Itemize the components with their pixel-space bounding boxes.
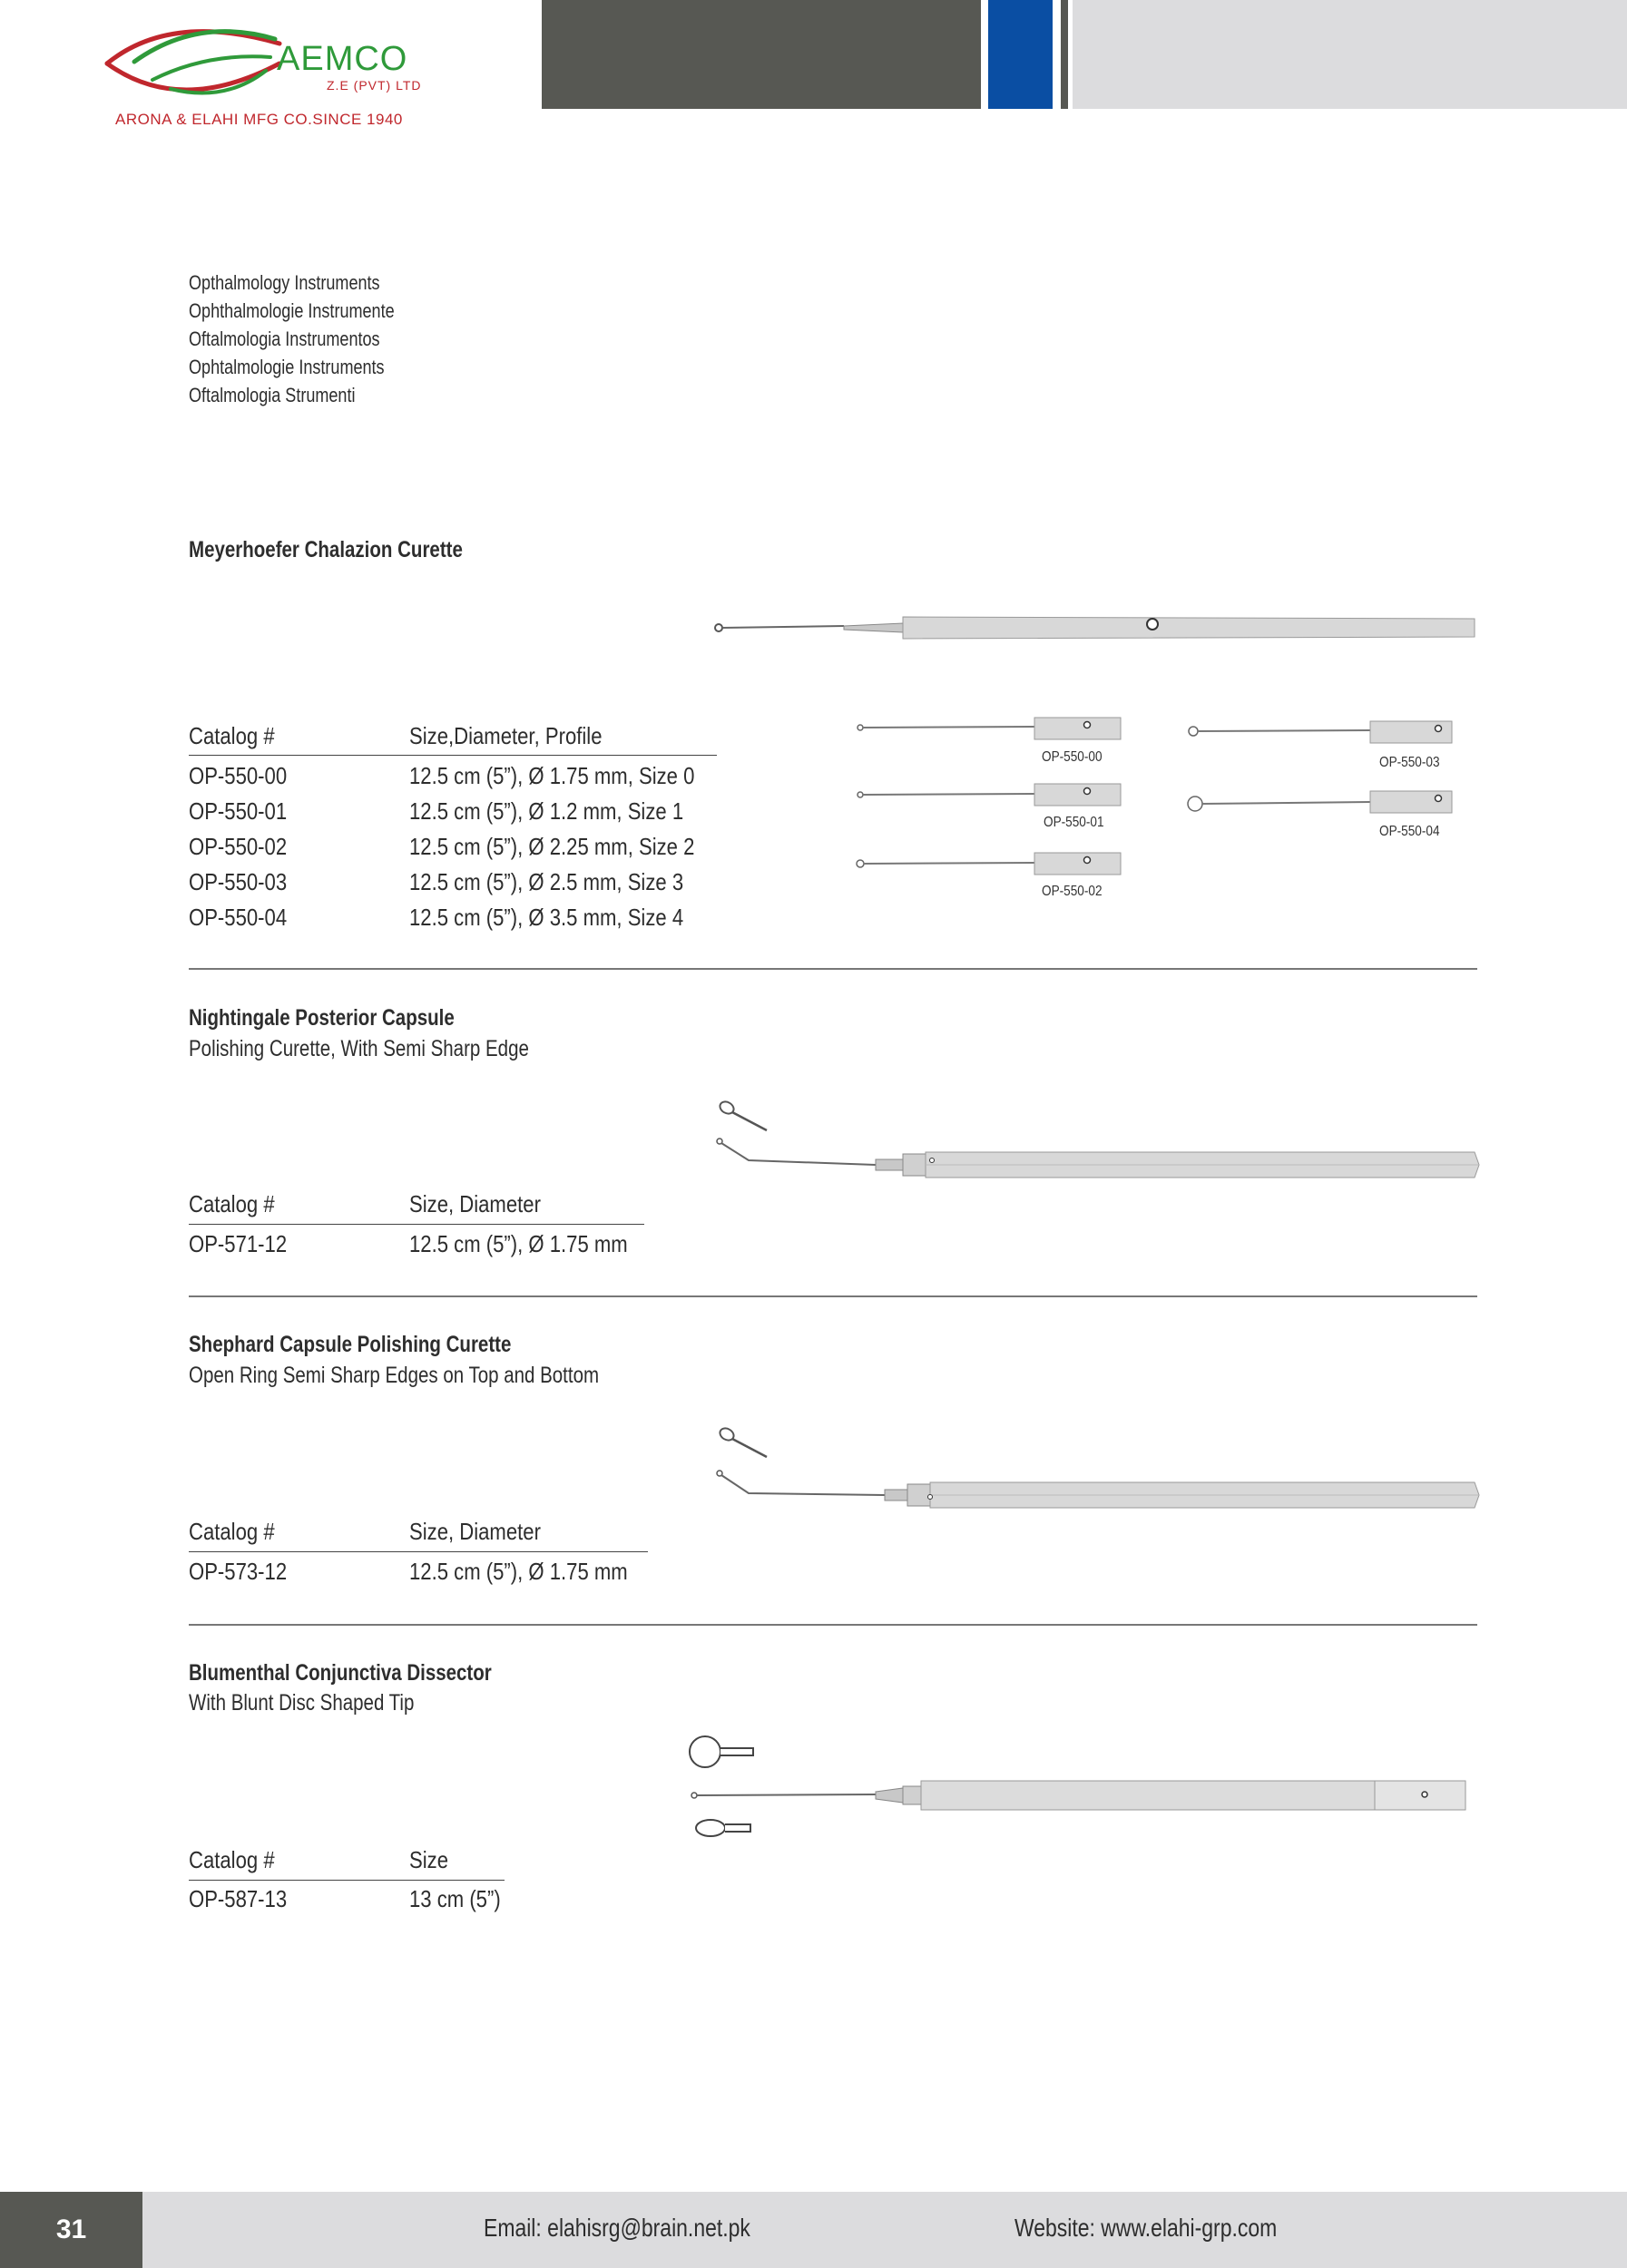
catalog-number: OP-571-12 [189,1230,288,1257]
category-line: Ophthalmologie Instrumente [189,299,395,322]
thumb-label: OP-550-00 [1042,749,1103,765]
catalog-number: OP-587-13 [189,1885,288,1912]
section-title: Nightingale Posterior Capsule [189,1005,455,1031]
category-line: Oftalmologia Strumenti [189,384,356,406]
table-header-rule [189,1224,644,1225]
table-header-size: Size [409,1846,448,1873]
curette-tip-thumb-image [1184,786,1456,822]
header-bar-thin [1061,0,1068,109]
header-bar-light [1073,0,1627,109]
section-divider [189,968,1477,970]
category-list [189,269,395,409]
table-header-size: Size, Diameter [409,1518,541,1545]
footer-email: Email: elahisrg@brain.net.pk [484,2214,750,2242]
curette-tip-thumb-image [853,847,1125,884]
size-spec: 12.5 cm (5”), Ø 1.75 mm [409,1230,628,1257]
size-spec: 12.5 cm (5”), Ø 1.75 mm [409,1558,628,1585]
table-header-catalog: Catalog # [189,1190,275,1217]
header-bar-dark [542,0,981,109]
table-header-catalog: Catalog # [189,1846,275,1873]
blumenthal-dissector-image [685,1728,1484,1846]
size-spec: 12.5 cm (5”), Ø 3.5 mm, Size 4 [409,904,684,931]
table-header-rule [189,1551,648,1552]
catalog-number: OP-550-00 [189,762,288,789]
curette-tip-thumb-image [1184,716,1456,752]
curette-tip-thumb-image [853,778,1125,815]
brand-sub: Z.E (PVT) LTD [327,78,422,93]
category-line: Oftalmologia Instrumentos [189,327,380,350]
footer-bar [0,2192,1627,2268]
nightingale-curette-image [712,1094,1484,1194]
category-line: Ophtalmologie Instruments [189,356,385,378]
footer-website: Website: www.elahi-grp.com [1014,2214,1278,2242]
brand-tagline: ARONA & ELAHI MFG CO.SINCE 1940 [115,111,403,128]
brand-name: AEMCO [277,40,408,78]
size-spec: 12.5 cm (5”), Ø 1.75 mm, Size 0 [409,762,695,789]
size-spec: 12.5 cm (5”), Ø 2.25 mm, Size 2 [409,833,695,860]
table-header-rule [189,755,717,756]
section-title: Blumenthal Conjunctiva Dissector [189,1660,492,1686]
category-line: Opthalmology Instruments [189,271,380,294]
table-header-rule [189,1880,505,1881]
table-header-catalog: Catalog # [189,1518,275,1545]
section-subtitle: Polishing Curette, With Semi Sharp Edge [189,1036,529,1061]
thumb-label: OP-550-01 [1044,815,1104,830]
curette-tip-thumb-image [853,712,1125,748]
catalog-number: OP-550-02 [189,833,288,860]
table-header-catalog: Catalog # [189,722,275,749]
section-divider [189,1295,1477,1297]
chalazion-curette-image [708,599,1479,646]
size-spec: 12.5 cm (5”), Ø 1.2 mm, Size 1 [409,797,684,825]
thumb-label: OP-550-03 [1379,755,1440,770]
page-number: 31 [0,2192,142,2268]
thumb-label: OP-550-02 [1042,884,1103,899]
section-title: Shephard Capsule Polishing Curette [189,1332,512,1357]
size-spec: 12.5 cm (5”), Ø 2.5 mm, Size 3 [409,868,684,895]
thumb-label: OP-550-04 [1379,824,1440,839]
catalog-number: OP-573-12 [189,1558,288,1585]
table-header-size: Size, Diameter [409,1190,541,1217]
section-divider [189,1624,1477,1626]
table-header-size: Size,Diameter, Profile [409,722,603,749]
section-title: Meyerhoefer Chalazion Curette [189,537,463,562]
catalog-number: OP-550-01 [189,797,288,825]
section-subtitle: With Blunt Disc Shaped Tip [189,1690,415,1716]
catalog-number: OP-550-04 [189,904,288,931]
catalog-number: OP-550-03 [189,868,288,895]
section-subtitle: Open Ring Semi Sharp Edges on Top and Bottom [189,1363,600,1388]
header-bar-blue [988,0,1053,109]
shephard-curette-image [712,1421,1484,1520]
size-spec: 13 cm (5”) [409,1885,501,1912]
